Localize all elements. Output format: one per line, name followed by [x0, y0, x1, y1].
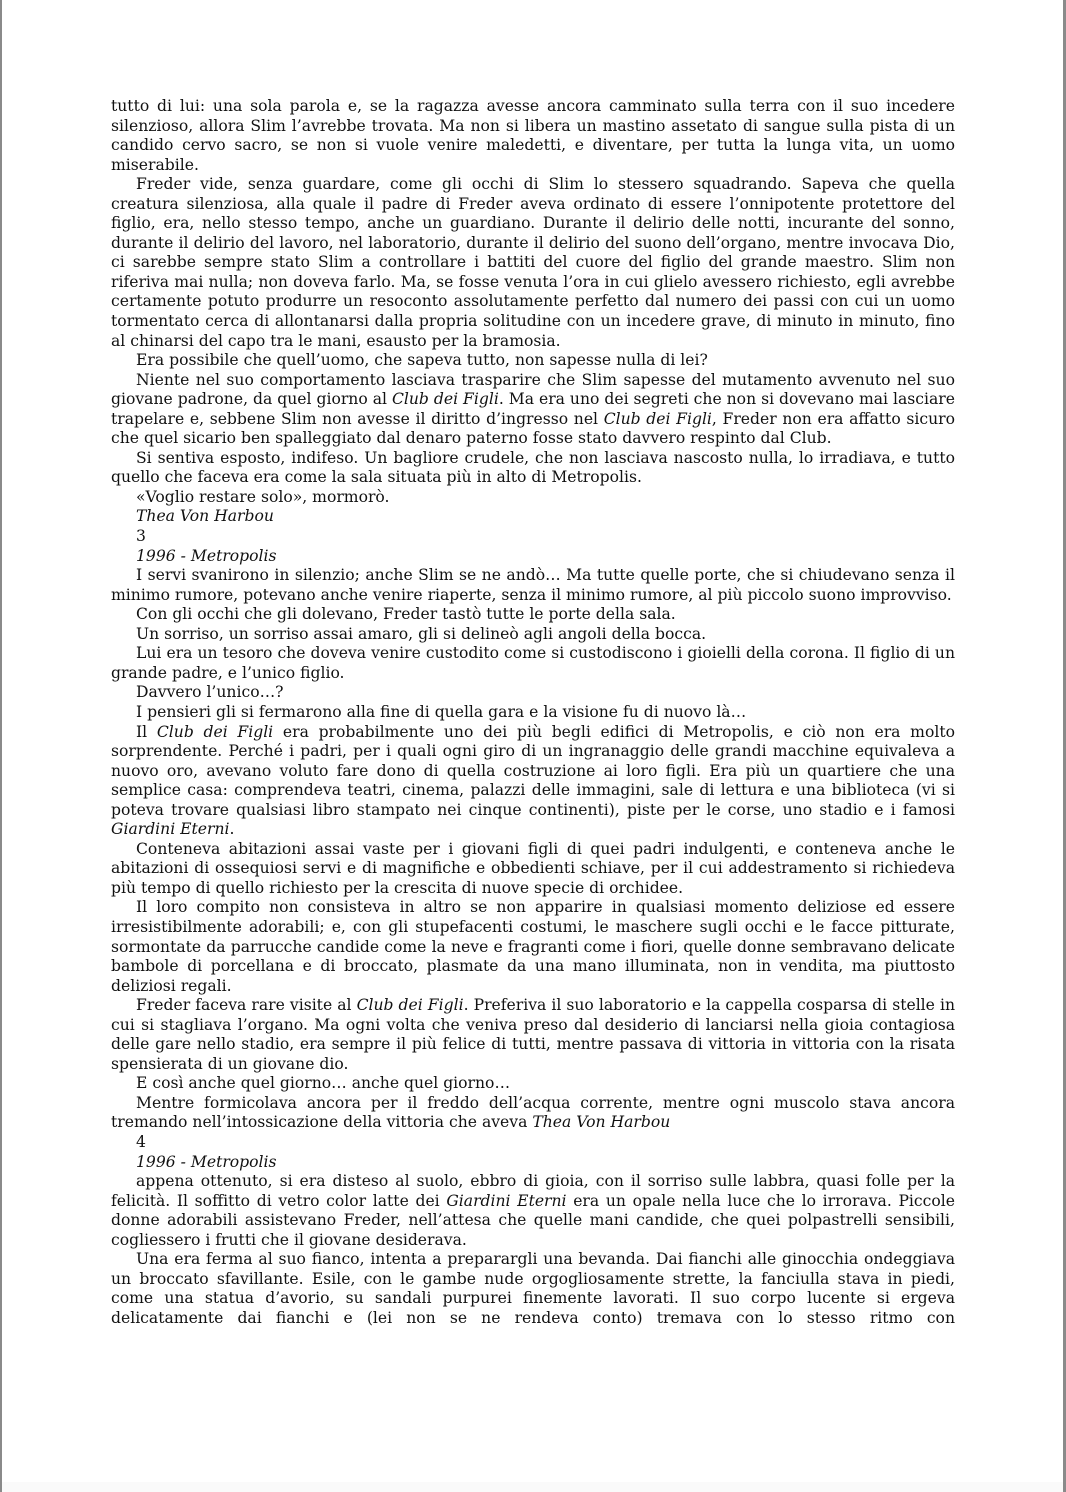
text-segment: I pensieri gli si fermarono alla fine di quella gara e la visione fu di nuovo là…	[136, 702, 747, 721]
text-segment: era probabilmente uno dei più begli edifici di Metropolis, e ciò non era molto sorprendente. Perché i padri, per i quali ogni giro di un ingranaggio delle grandi macchine equivaleva a nuovo oro, avevano voluto fare dono di quella costruzione ai loro figli. Era più un quartiere che una semplice casa: comprendeva teatri, cinema, palazzi delle immagini, sale di lettura e una biblioteca (vi si poteva trovare qualsiasi libro stampato nei cinque continenti), piste per le corse, uno stadio e i famosi	[111, 722, 955, 819]
text-segment: Conteneva abitazioni assai vaste per i giovani figli di quei padri indulgenti, e conteneva anche le abitazioni di ossequiosi servi e di magnifiche e obbedienti schiave, per il cui addestramento si richiedeva più tempo di quello richiesto per la crescita di nuove specie di orchidee.	[111, 839, 955, 897]
text-segment: . Ma era uno dei segreti che non si dovevano mai lasciare trapelare e, sebbene Slim non avesse il diritto d’ingresso nel	[111, 390, 955, 428]
body-paragraph	[111, 605, 955, 625]
italic-text: Giardini Eterni	[446, 1191, 567, 1210]
text-segment: .	[229, 820, 235, 839]
document-page	[111, 97, 955, 1328]
text-segment: 4	[136, 1132, 146, 1151]
running-header-line	[111, 547, 955, 567]
body-paragraph	[111, 1094, 955, 1133]
body-paragraph	[111, 351, 955, 371]
italic-text: 1996 - Metropolis	[136, 1152, 277, 1171]
body-paragraph	[111, 1074, 955, 1094]
italic-text: 1996 - Metropolis	[136, 546, 277, 565]
body-paragraph	[111, 683, 955, 703]
text-segment: appena ottenuto, si era disteso al suolo, ebbro di gioia, con il sorriso sulle labbra, quasi folle per la felicità. Il soffitto di vetro color latte dei	[111, 1172, 955, 1210]
body-paragraph	[111, 371, 955, 449]
text-segment: Era possibile che quell’uomo, che sapeva tutto, non sapesse nulla di lei?	[136, 351, 708, 370]
running-header-line	[111, 507, 955, 527]
italic-text: Club dei Figli	[391, 390, 499, 409]
text-segment: Si sentiva esposto, indifeso. Un bagliore crudele, che non lasciava nascosto nulla, lo irradiava, e tutto quello che faceva era come la sala situata più in alto di Metropolis.	[111, 448, 955, 487]
text-segment: . Preferiva il suo laboratorio e la cappella cosparsa di stelle in cui si stagliava l’organo. Ma ogni volta che veniva preso dal desiderio di lanciarsi nella gioia contagiosa delle gare nello stadio, era sempre il più felice di tutti, mentre passava di vittoria in vittoria con la risata spensierata di un giovane dio.	[111, 996, 955, 1073]
text-segment: 3	[136, 527, 146, 546]
text-segment: Mentre formicolava ancora per il freddo dell’acqua corrente, mentre ogni muscolo stava ancora tremando nell’intossicazione della vittoria che aveva	[111, 1093, 955, 1132]
body-paragraph	[111, 625, 955, 645]
body-paragraph	[111, 898, 955, 996]
italic-text: Club dei Figli	[603, 409, 712, 428]
italic-text: Thea Von Harbou	[136, 507, 274, 526]
text-segment: Il	[136, 722, 157, 741]
text-segment: Niente nel suo comportamento lasciava trasparire che Slim sapesse del mutamento avvenuto nel suo giovane padrone, da quel giorno al	[111, 370, 955, 409]
running-header-line	[111, 1133, 955, 1153]
page-left-edge	[0, 0, 2, 1492]
body-paragraph	[111, 1250, 955, 1328]
text-segment: «Voglio restare solo», mormorò.	[136, 487, 390, 506]
text-segment: tutto di lui: una sola parola e, se la ragazza avesse ancora camminato sulla terra con il suo incedere silenzioso, allora Slim l’avrebbe trovata. Ma non si libera un mastino assetato di sangue sulla pista di un candido cervo sacro, se non si vuole venire maledetti, e diventare, per tutta la lunga vita, un uomo miserabile.	[111, 97, 955, 174]
text-segment: E così anche quel giorno… anche quel giorno…	[136, 1074, 511, 1093]
text-segment: era un opale nella luce che lo irrorava. Piccole donne adorabili assistevano Freder, nell’attesa che quelle mani candide, che quei polpastrelli sensibili, cogliessero i frutti che il giovane desiderava.	[111, 1191, 955, 1249]
text-segment: I servi svanirono in silenzio; anche Slim se ne andò… Ma tutte quelle porte, che si chiudevano senza il minimo rumore, potevano anche venire riaperte, senza il minimo rumore, al più piccolo suono improvviso.	[111, 566, 955, 604]
body-paragraph	[111, 449, 955, 488]
body-paragraph	[111, 644, 955, 683]
body-paragraph	[111, 1172, 955, 1250]
body-paragraph	[111, 703, 955, 723]
running-header-line	[111, 527, 955, 547]
body-paragraph	[111, 996, 955, 1074]
running-header-line	[111, 1153, 955, 1173]
text-segment: Freder faceva rare visite al	[136, 996, 357, 1015]
body-paragraph	[111, 175, 955, 351]
italic-text: Club dei Figli	[356, 996, 464, 1015]
body-paragraph	[111, 840, 955, 899]
text-segment: Una era ferma al suo fianco, intenta a preparargli una bevanda. Dai fianchi alle ginocchia ondeggiava un broccato sfavillante. Esile, con le gambe nude orgogliosamente strette, la fanciulla stava in piedi, come una statua d’avorio, su sandali purpurei finemente lavorati. Il suo corpo lucente si ergeva delicatamente dai fianchi e (lei non se ne rendeva conto) tremava con lo stesso ritmo con	[111, 1250, 955, 1327]
body-paragraph	[111, 97, 955, 175]
text-segment: Il loro compito non consisteva in altro se non apparire in qualsiasi momento deliziose ed essere irresistibilmente adorabili; e, con gli stupefacenti costumi, le maschere sugli occhi e le facce pitturate, sormontate da parrucche candide come la neve e fragranti come i fiori, quelle donne sembravano delicate bambole di porcellana e di broccato, plasmate da una mano illuminata, non in vendita, ma piuttosto deliziosi regali.	[111, 898, 955, 995]
italic-text: Giardini Eterni	[111, 820, 230, 839]
text-segment: , Freder non era affatto sicuro che quel sicario ben spalleggiato dal denaro paterno fosse stato davvero respinto dal Club.	[111, 409, 955, 448]
body-paragraph	[111, 566, 955, 605]
italic-text: Club dei Figli	[156, 722, 274, 741]
page-bottom-edge	[2, 1482, 1063, 1492]
text-segment: Lui era un tesoro che doveva venire custodito come si custodiscono i gioielli della corona. Il figlio di un grande padre, e l’unico figlio.	[111, 644, 955, 682]
body-paragraph	[111, 488, 955, 508]
text-segment: Un sorriso, un sorriso assai amaro, gli si delineò agli angoli della bocca.	[136, 624, 707, 643]
text-segment: Con gli occhi che gli dolevano, Freder tastò tutte le porte della sala.	[136, 605, 676, 624]
text-segment: Davvero l’unico…?	[136, 683, 284, 702]
body-paragraph	[111, 723, 955, 840]
text-segment: Freder vide, senza guardare, come gli occhi di Slim lo stessero squadrando. Sapeva che quella creatura silenziosa, alla quale il padre di Freder aveva ordinato di essere l’onnipotente protettore del figlio, era, nello stesso tempo, anche un guardiano. Durante il delirio delle notti, incurante del sonno, durante il delirio del lavoro, nel laboratorio, durante il delirio del suono dell’organo, mentre invocava Dio, ci sarebbe sempre stato Slim a controllare i battiti del cuore del figlio del grande maestro. Slim non riferiva mai nulla; non doveva farlo. Ma, se fosse venuta l’ora in cui glielo avessero richiesto, egli avrebbe certamente potuto produrre un resoconto assolutamente perfetto dal numero dei passi con cui un uomo tormentato cerca di allontanarsi dalla propria solitudine con un incedere grave, di minuto in minuto, fino al chinarsi del capo tra le mani, esausto per la bramosia.	[111, 175, 955, 350]
italic-text: Thea Von Harbou	[532, 1113, 671, 1132]
